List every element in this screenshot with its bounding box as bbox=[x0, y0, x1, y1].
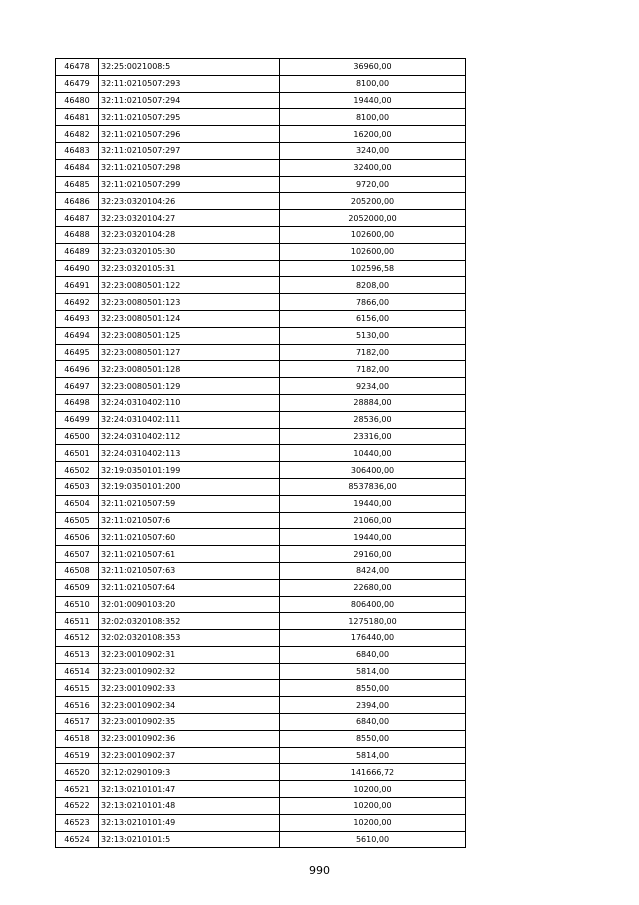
cadastral-value-cell: 36960,00 bbox=[280, 59, 466, 76]
cadastral-number-cell: 32:19:0350101:200 bbox=[99, 478, 280, 495]
table-row bbox=[56, 478, 466, 495]
row-number-cell: 46488 bbox=[56, 226, 99, 243]
row-number-cell: 46515 bbox=[56, 680, 99, 697]
table-row bbox=[56, 411, 466, 428]
table-row bbox=[56, 193, 466, 210]
cadastral-number-cell: 32:25:0021008:5 bbox=[99, 59, 280, 76]
row-number-cell: 46497 bbox=[56, 378, 99, 395]
row-number-cell: 46498 bbox=[56, 394, 99, 411]
table-row bbox=[56, 596, 466, 613]
cadastral-value-cell: 2394,00 bbox=[280, 697, 466, 714]
table-row bbox=[56, 646, 466, 663]
cadastral-value-cell: 8100,00 bbox=[280, 75, 466, 92]
row-number-cell: 46519 bbox=[56, 747, 99, 764]
cadastral-number-cell: 32:11:0210507:293 bbox=[99, 75, 280, 92]
row-number-cell: 46506 bbox=[56, 529, 99, 546]
cadastral-value-cell: 19440,00 bbox=[280, 495, 466, 512]
cadastral-value-cell: 1275180,00 bbox=[280, 613, 466, 630]
cadastral-number-cell: 32:11:0210507:299 bbox=[99, 176, 280, 193]
table-row bbox=[56, 462, 466, 479]
cadastral-value-cell: 8100,00 bbox=[280, 109, 466, 126]
table-row bbox=[56, 781, 466, 798]
table-row bbox=[56, 562, 466, 579]
row-number-cell: 46482 bbox=[56, 126, 99, 143]
row-number-cell: 46511 bbox=[56, 613, 99, 630]
table-row bbox=[56, 445, 466, 462]
cadastral-number-cell: 32:11:0210507:296 bbox=[99, 126, 280, 143]
cadastral-value-cell: 176440,00 bbox=[280, 630, 466, 647]
cadastral-number-cell: 32:23:0320105:30 bbox=[99, 243, 280, 260]
row-number-cell: 46485 bbox=[56, 176, 99, 193]
row-number-cell: 46493 bbox=[56, 310, 99, 327]
cadastral-value-cell: 6840,00 bbox=[280, 646, 466, 663]
cadastral-value-cell: 5814,00 bbox=[280, 747, 466, 764]
cadastral-number-cell: 32:19:0350101:199 bbox=[99, 462, 280, 479]
row-number-cell: 46523 bbox=[56, 814, 99, 831]
cadastral-number-cell: 32:11:0210507:295 bbox=[99, 109, 280, 126]
table-row bbox=[56, 159, 466, 176]
cadastral-value-cell: 28536,00 bbox=[280, 411, 466, 428]
row-number-cell: 46524 bbox=[56, 831, 99, 848]
row-number-cell: 46502 bbox=[56, 462, 99, 479]
cadastral-value-cell: 8550,00 bbox=[280, 730, 466, 747]
cadastral-number-cell: 32:23:0320105:31 bbox=[99, 260, 280, 277]
row-number-cell: 46479 bbox=[56, 75, 99, 92]
table-row bbox=[56, 277, 466, 294]
row-number-cell: 46489 bbox=[56, 243, 99, 260]
cadastral-value-cell: 8424,00 bbox=[280, 562, 466, 579]
table-row bbox=[56, 663, 466, 680]
row-number-cell: 46480 bbox=[56, 92, 99, 109]
cadastral-value-cell: 21060,00 bbox=[280, 512, 466, 529]
table-row bbox=[56, 75, 466, 92]
cadastral-value-cell: 29160,00 bbox=[280, 546, 466, 563]
table-row bbox=[56, 394, 466, 411]
table-row bbox=[56, 378, 466, 395]
row-number-cell: 46495 bbox=[56, 344, 99, 361]
cadastral-number-cell: 32:12:0290109:3 bbox=[99, 764, 280, 781]
table-row bbox=[56, 310, 466, 327]
cadastral-number-cell: 32:23:0080501:129 bbox=[99, 378, 280, 395]
cadastral-value-cell: 7866,00 bbox=[280, 294, 466, 311]
table-row bbox=[56, 680, 466, 697]
cadastral-number-cell: 32:23:0320104:28 bbox=[99, 226, 280, 243]
cadastral-number-cell: 32:23:0010902:34 bbox=[99, 697, 280, 714]
row-number-cell: 46478 bbox=[56, 59, 99, 76]
cadastral-number-cell: 32:13:0210101:48 bbox=[99, 798, 280, 815]
cadastral-value-cell: 10200,00 bbox=[280, 781, 466, 798]
cadastral-value-cell: 32400,00 bbox=[280, 159, 466, 176]
cadastral-value-cell: 9234,00 bbox=[280, 378, 466, 395]
row-number-cell: 46501 bbox=[56, 445, 99, 462]
cadastral-number-cell: 32:24:0310402:110 bbox=[99, 394, 280, 411]
cadastral-number-cell: 32:24:0310402:113 bbox=[99, 445, 280, 462]
row-number-cell: 46505 bbox=[56, 512, 99, 529]
cadastral-value-cell: 28884,00 bbox=[280, 394, 466, 411]
table-row bbox=[56, 327, 466, 344]
table-row bbox=[56, 747, 466, 764]
row-number-cell: 46516 bbox=[56, 697, 99, 714]
cadastral-number-cell: 32:11:0210507:6 bbox=[99, 512, 280, 529]
cadastral-number-cell: 32:23:0080501:125 bbox=[99, 327, 280, 344]
cadastral-value-cell: 8208,00 bbox=[280, 277, 466, 294]
cadastral-value-cell: 19440,00 bbox=[280, 92, 466, 109]
cadastral-number-cell: 32:02:0320108:352 bbox=[99, 613, 280, 630]
table-row bbox=[56, 630, 466, 647]
table-row bbox=[56, 428, 466, 445]
row-number-cell: 46487 bbox=[56, 210, 99, 227]
row-number-cell: 46513 bbox=[56, 646, 99, 663]
table-row bbox=[56, 226, 466, 243]
cadastral-value-cell: 10200,00 bbox=[280, 814, 466, 831]
table-body bbox=[56, 59, 466, 848]
cadastral-number-cell: 32:23:0010902:33 bbox=[99, 680, 280, 697]
row-number-cell: 46522 bbox=[56, 798, 99, 815]
cadastral-number-cell: 32:23:0010902:32 bbox=[99, 663, 280, 680]
cadastral-value-cell: 102596,58 bbox=[280, 260, 466, 277]
table-row bbox=[56, 798, 466, 815]
row-number-cell: 46517 bbox=[56, 714, 99, 731]
cadastral-number-cell: 32:23:0320104:26 bbox=[99, 193, 280, 210]
cadastral-number-cell: 32:24:0310402:111 bbox=[99, 411, 280, 428]
cadastral-number-cell: 32:13:0210101:5 bbox=[99, 831, 280, 848]
cadastral-number-cell: 32:23:0320104:27 bbox=[99, 210, 280, 227]
table-row bbox=[56, 529, 466, 546]
cadastral-value-cell: 141666,72 bbox=[280, 764, 466, 781]
page-number: 990 bbox=[309, 864, 330, 877]
row-number-cell: 46486 bbox=[56, 193, 99, 210]
cadastral-number-cell: 32:11:0210507:294 bbox=[99, 92, 280, 109]
cadastral-number-cell: 32:11:0210507:297 bbox=[99, 142, 280, 159]
row-number-cell: 46514 bbox=[56, 663, 99, 680]
cadastral-value-cell: 19440,00 bbox=[280, 529, 466, 546]
cadastral-value-cell: 102600,00 bbox=[280, 226, 466, 243]
cadastral-value-cell: 6840,00 bbox=[280, 714, 466, 731]
cadastral-number-cell: 32:02:0320108:353 bbox=[99, 630, 280, 647]
cadastral-value-cell: 102600,00 bbox=[280, 243, 466, 260]
table-row bbox=[56, 764, 466, 781]
cadastral-number-cell: 32:11:0210507:298 bbox=[99, 159, 280, 176]
cadastral-value-cell: 5130,00 bbox=[280, 327, 466, 344]
cadastral-number-cell: 32:23:0080501:127 bbox=[99, 344, 280, 361]
cadastral-value-cell: 23316,00 bbox=[280, 428, 466, 445]
row-number-cell: 46496 bbox=[56, 361, 99, 378]
cadastral-value-table bbox=[55, 58, 466, 848]
table-row bbox=[56, 512, 466, 529]
row-number-cell: 46512 bbox=[56, 630, 99, 647]
cadastral-value-cell: 10200,00 bbox=[280, 798, 466, 815]
row-number-cell: 46483 bbox=[56, 142, 99, 159]
cadastral-value-cell: 16200,00 bbox=[280, 126, 466, 143]
cadastral-number-cell: 32:23:0010902:31 bbox=[99, 646, 280, 663]
table-row bbox=[56, 126, 466, 143]
cadastral-number-cell: 32:13:0210101:47 bbox=[99, 781, 280, 798]
cadastral-value-cell: 6156,00 bbox=[280, 310, 466, 327]
cadastral-number-cell: 32:11:0210507:59 bbox=[99, 495, 280, 512]
cadastral-value-cell: 8537836,00 bbox=[280, 478, 466, 495]
table-row bbox=[56, 697, 466, 714]
cadastral-value-cell: 8550,00 bbox=[280, 680, 466, 697]
row-number-cell: 46520 bbox=[56, 764, 99, 781]
row-number-cell: 46481 bbox=[56, 109, 99, 126]
row-number-cell: 46503 bbox=[56, 478, 99, 495]
row-number-cell: 46510 bbox=[56, 596, 99, 613]
row-number-cell: 46490 bbox=[56, 260, 99, 277]
cadastral-number-cell: 32:23:0010902:36 bbox=[99, 730, 280, 747]
table-row bbox=[56, 142, 466, 159]
row-number-cell: 46508 bbox=[56, 562, 99, 579]
row-number-cell: 46504 bbox=[56, 495, 99, 512]
row-number-cell: 46507 bbox=[56, 546, 99, 563]
cadastral-number-cell: 32:13:0210101:49 bbox=[99, 814, 280, 831]
row-number-cell: 46499 bbox=[56, 411, 99, 428]
table-row bbox=[56, 361, 466, 378]
row-number-cell: 46492 bbox=[56, 294, 99, 311]
cadastral-value-cell: 306400,00 bbox=[280, 462, 466, 479]
cadastral-number-cell: 32:23:0080501:124 bbox=[99, 310, 280, 327]
row-number-cell: 46500 bbox=[56, 428, 99, 445]
cadastral-value-cell: 5814,00 bbox=[280, 663, 466, 680]
row-number-cell: 46521 bbox=[56, 781, 99, 798]
table-row bbox=[56, 92, 466, 109]
cadastral-value-cell: 9720,00 bbox=[280, 176, 466, 193]
cadastral-value-cell: 7182,00 bbox=[280, 344, 466, 361]
table-row bbox=[56, 730, 466, 747]
cadastral-value-cell: 7182,00 bbox=[280, 361, 466, 378]
cadastral-number-cell: 32:01:0090103:20 bbox=[99, 596, 280, 613]
table-row bbox=[56, 176, 466, 193]
cadastral-value-cell: 5610,00 bbox=[280, 831, 466, 848]
table-row bbox=[56, 613, 466, 630]
table-row bbox=[56, 294, 466, 311]
cadastral-number-cell: 32:23:0080501:123 bbox=[99, 294, 280, 311]
table-row bbox=[56, 109, 466, 126]
cadastral-value-cell: 10440,00 bbox=[280, 445, 466, 462]
table-row bbox=[56, 814, 466, 831]
cadastral-number-cell: 32:11:0210507:61 bbox=[99, 546, 280, 563]
cadastral-number-cell: 32:23:0080501:128 bbox=[99, 361, 280, 378]
table-row bbox=[56, 831, 466, 848]
cadastral-number-cell: 32:11:0210507:60 bbox=[99, 529, 280, 546]
row-number-cell: 46491 bbox=[56, 277, 99, 294]
cadastral-value-cell: 22680,00 bbox=[280, 579, 466, 596]
table-row bbox=[56, 714, 466, 731]
row-number-cell: 46509 bbox=[56, 579, 99, 596]
cadastral-value-cell: 3240,00 bbox=[280, 142, 466, 159]
table-row bbox=[56, 344, 466, 361]
row-number-cell: 46494 bbox=[56, 327, 99, 344]
cadastral-number-cell: 32:23:0010902:35 bbox=[99, 714, 280, 731]
row-number-cell: 46518 bbox=[56, 730, 99, 747]
table-row bbox=[56, 243, 466, 260]
table-row bbox=[56, 579, 466, 596]
cadastral-number-cell: 32:24:0310402:112 bbox=[99, 428, 280, 445]
table-row bbox=[56, 59, 466, 76]
table-row bbox=[56, 495, 466, 512]
cadastral-number-cell: 32:11:0210507:63 bbox=[99, 562, 280, 579]
table-row bbox=[56, 260, 466, 277]
cadastral-number-cell: 32:23:0080501:122 bbox=[99, 277, 280, 294]
table-row bbox=[56, 546, 466, 563]
cadastral-number-cell: 32:11:0210507:64 bbox=[99, 579, 280, 596]
cadastral-number-cell: 32:23:0010902:37 bbox=[99, 747, 280, 764]
cadastral-value-cell: 806400,00 bbox=[280, 596, 466, 613]
table-row bbox=[56, 210, 466, 227]
cadastral-value-cell: 205200,00 bbox=[280, 193, 466, 210]
cadastral-value-cell: 2052000,00 bbox=[280, 210, 466, 227]
row-number-cell: 46484 bbox=[56, 159, 99, 176]
